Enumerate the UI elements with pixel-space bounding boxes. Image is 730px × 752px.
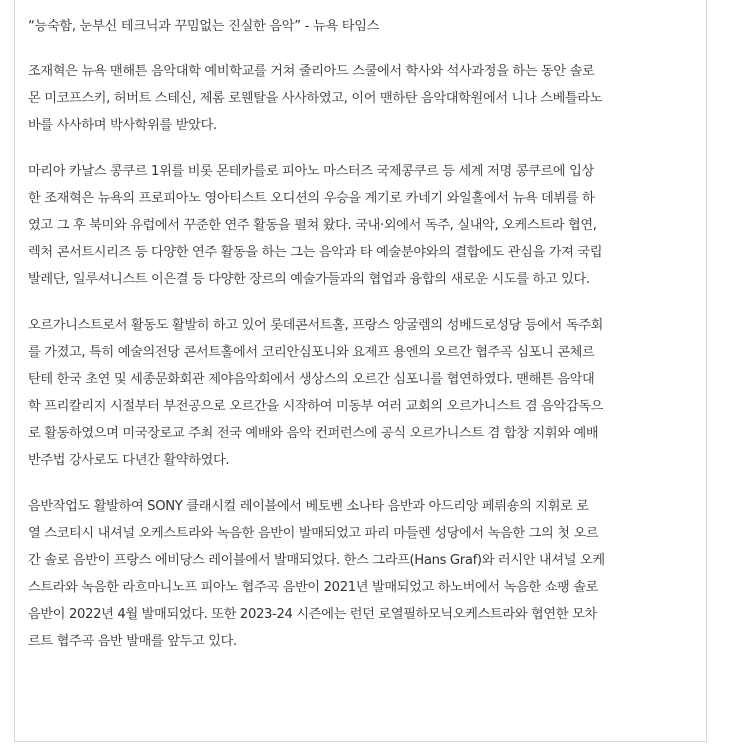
article-body [28,10,700,655]
paragraph-line: 열 스코티시 내셔널 오케스트라와 녹음한 음반이 발매되었고 파리 마들렌 성당에서 녹음한 그의 첫 오르 [28,526,599,541]
article-panel [14,0,707,742]
paragraph-line: 음반작업도 활발하여 SONY 클래시컬 레이블에서 베토벤 소나타 음반과 아드리앙 페뤼숑의 지휘로 로 [28,499,589,514]
paragraph-line: 스트라와 녹음한 라흐마니노프 피아노 협주곡 음반이 2021년 발매되었고 하노버에서 녹음한 쇼팽 솔로 [28,580,598,595]
paragraph-line: 르트 협주곡 음반 발매를 앞두고 있다. [28,634,237,649]
bio-paragraph-organist [28,312,700,474]
paragraph-line: 바를 사사하며 박사학위를 받았다. [28,118,217,133]
paragraph-line: 로 활동하였으며 미국장로교 주최 전국 예배와 음악 컨퍼런스에 공식 오르가니스트 겸 합창 지휘와 예배 [28,426,599,441]
paragraph-line: 렉처 콘서트시리즈 등 다양한 연주 활동을 하는 그는 음악과 타 예술분야와의 결합에도 관심을 가져 국립 [28,245,603,260]
paragraph-line: 탄테 한국 초연 및 세종문화회관 제야음악회에서 생상스의 오르간 심포니를 협연하였다. 맨해튼 음악대 [28,372,595,387]
paragraph-line: 오르가니스트로서 활동도 활발히 하고 있어 롯데콘서트홀, 프랑스 앙굴렘의 성베드로성당 등에서 독주회 [28,318,603,333]
paragraph-line: 음반이 2022년 4월 발매되었다. 또한 2023-24 시즌에는 런던 로열필하모닉오케스트라와 협연한 모차 [28,607,597,622]
press-quote: “능숙함, 눈부신 테크닉과 꾸밈없는 진실한 음악” - 뉴욕 타임스 [28,19,380,34]
bio-paragraph-recordings [28,493,700,655]
paragraph-line: 반주법 강사로도 다년간 활약하였다. [28,453,230,468]
paragraph-line: 한 조재혁은 뉴욕의 프로피아노 영아티스트 오디션의 우승을 계기로 카네기 와일홀에서 뉴욕 데뷔를 하 [28,191,595,206]
paragraph-line: 발레단, 일루셔니스트 이은결 등 다양한 장르의 예술가들과의 협업과 융합의 새로운 시도를 하고 있다. [28,272,590,287]
paragraph-line: 마리아 카날스 콩쿠르 1위를 비롯 몬테카를로 피아노 마스터즈 국제콩쿠르 등 세계 저명 콩쿠르에 입상 [28,164,594,179]
bio-paragraph-career [28,158,700,293]
paragraph-line: 몬 미코프스키, 허버트 스테신, 제롬 로웬탈을 사사하였고, 이어 맨하탄 음악대학원에서 니나 스베틀라노 [28,91,603,106]
paragraph-line: 간 솔로 음반이 프랑스 에비당스 레이블에서 발매되었다. 한스 그라프(Hans Graf)와 러시안 내셔널 오케 [28,553,605,568]
paragraph-line: 학 프리칼리지 시절부터 부전공으로 오르간을 시작하여 미동부 여러 교회의 오르가니스트 겸 음악감독으 [28,399,603,414]
paragraph-line: 였고 그 후 북미와 유럽에서 꾸준한 연주 활동을 펼쳐 왔다. 국내·외에서 독주, 실내악, 오케스트라 협연, [28,218,597,233]
paragraph-line: 조재혁은 뉴욕 맨해튼 음악대학 예비학교를 거쳐 줄리아드 스쿨에서 학사와 석사과정을 하는 동안 솔로 [28,64,595,79]
bio-paragraph-education [28,58,700,139]
paragraph-line: 를 가졌고, 특히 예술의전당 콘서트홀에서 코리안심포니와 요제프 용엔의 오르간 협주곡 심포니 콘체르 [28,345,595,360]
